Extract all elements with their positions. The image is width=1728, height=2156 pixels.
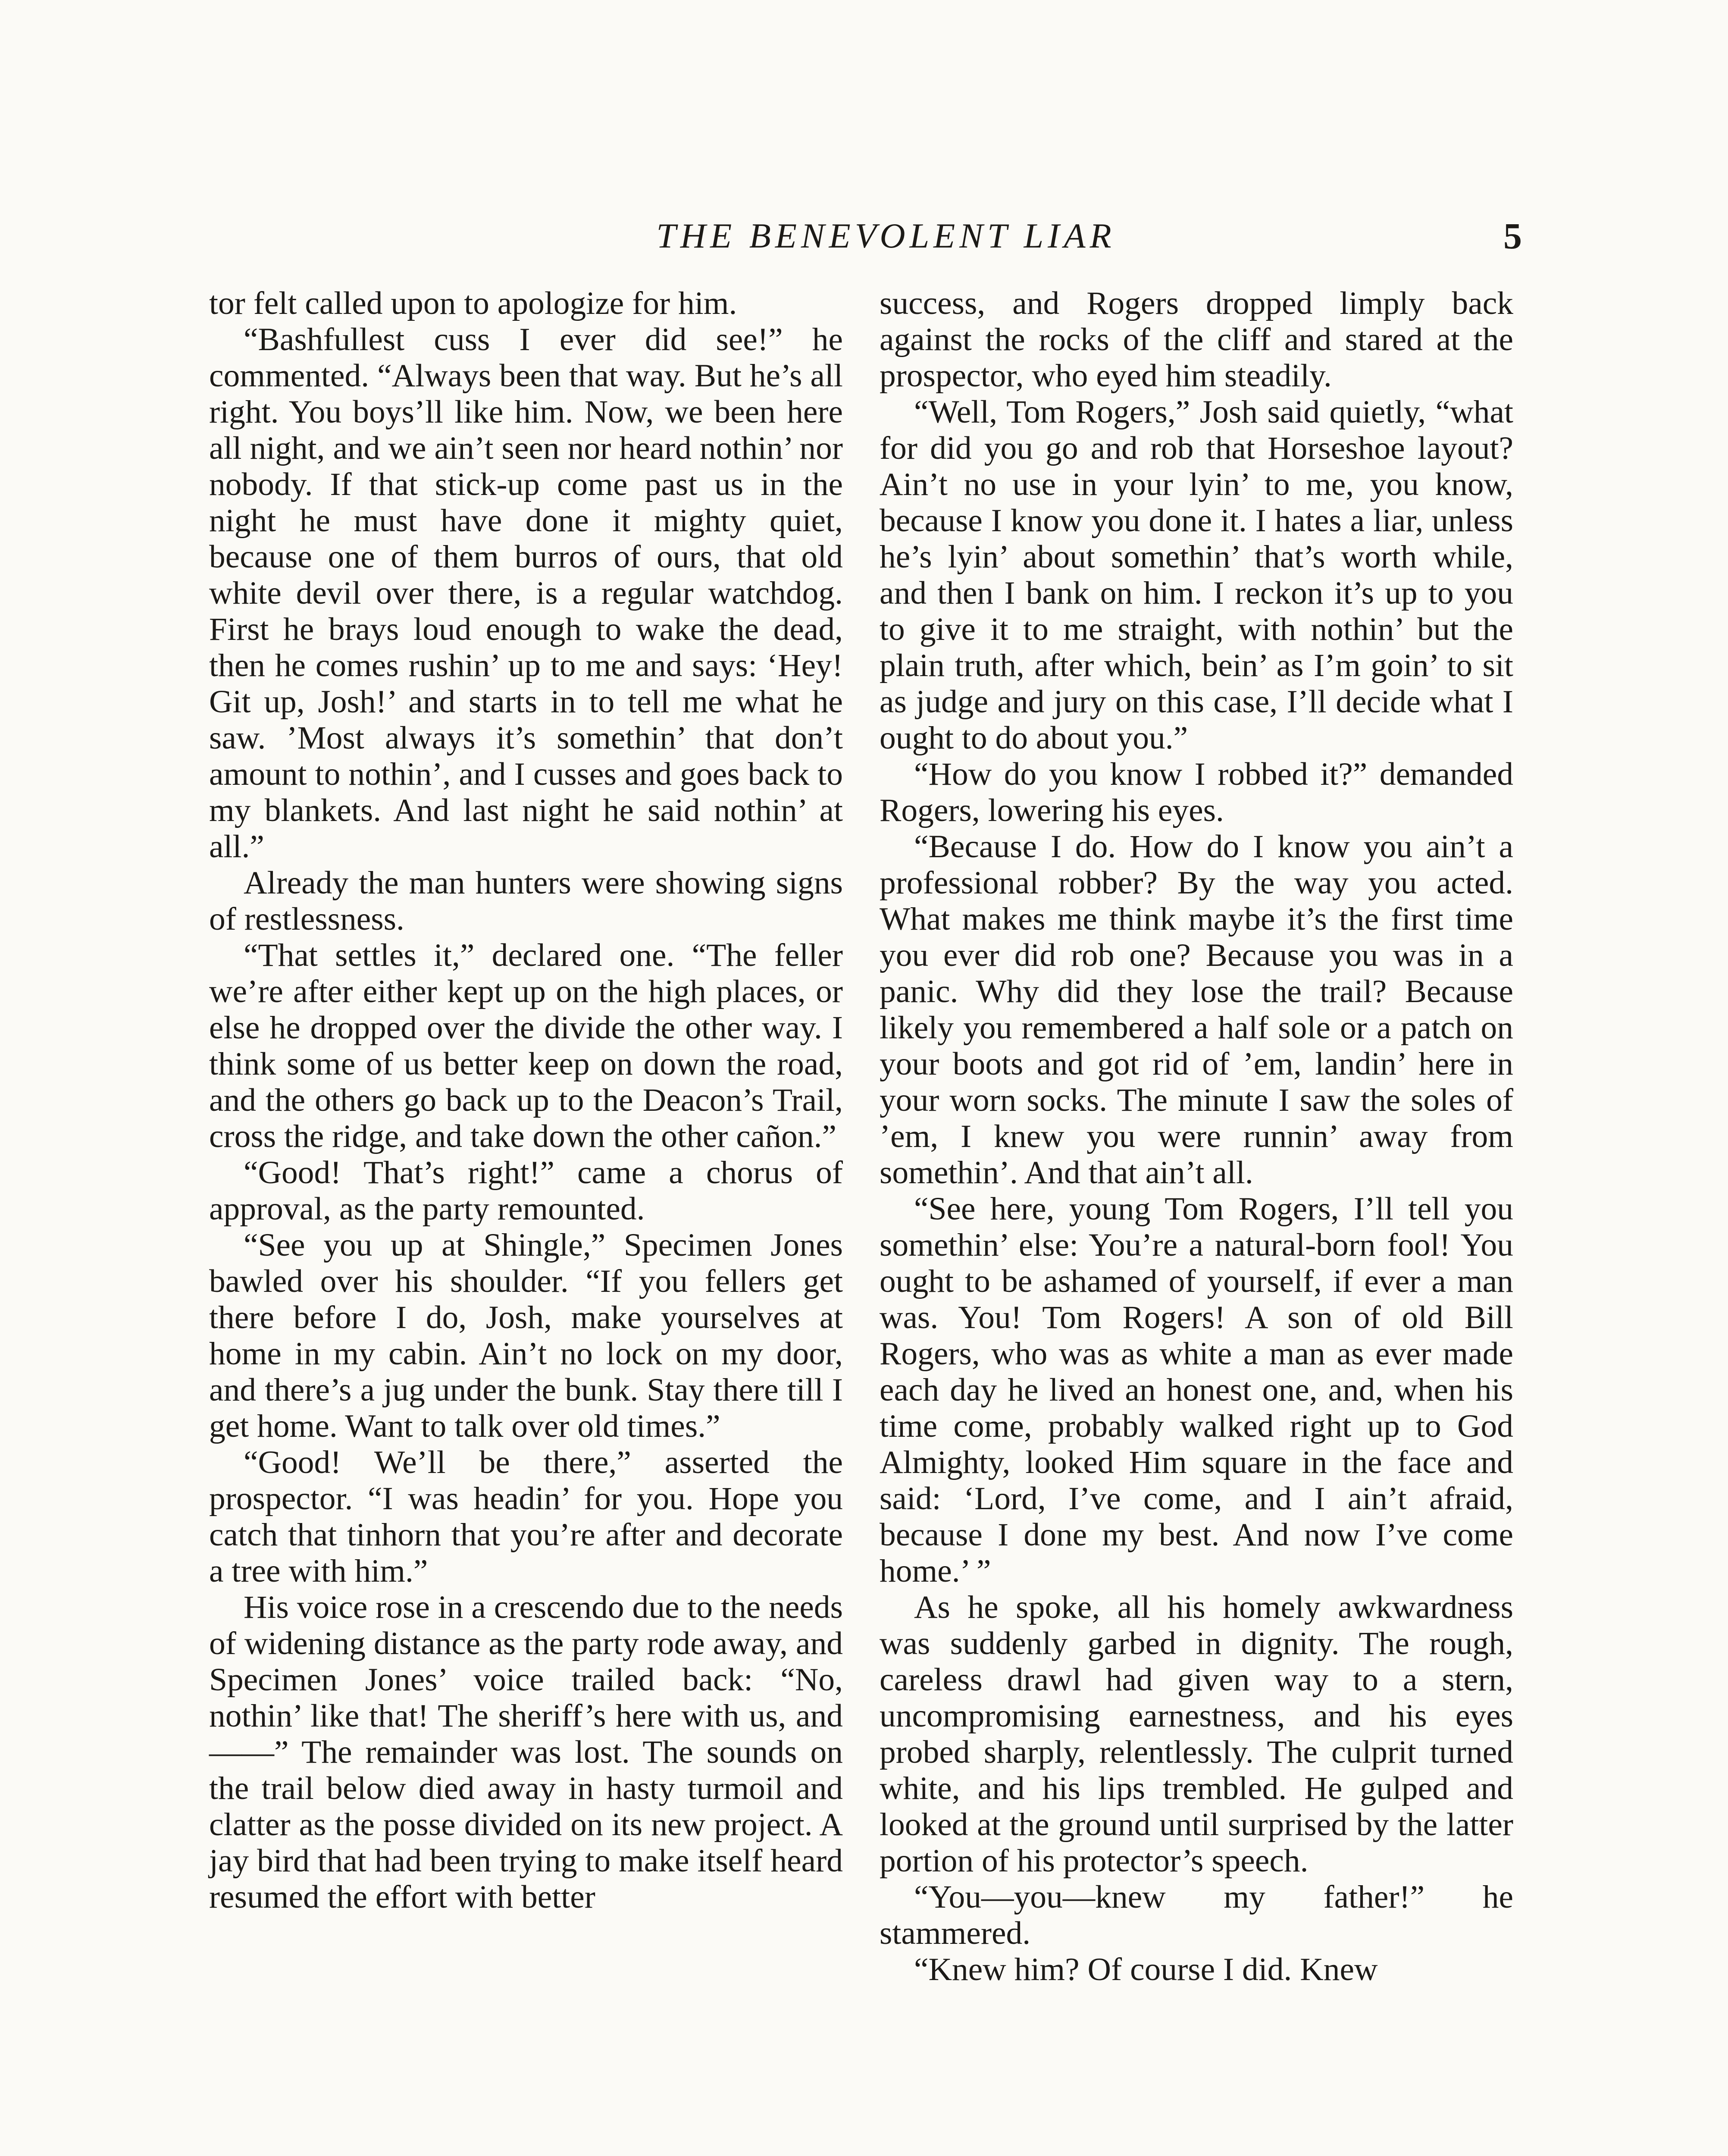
right-column	[880, 285, 1513, 1988]
paragraph: “Bashfullest cuss I ever did see!” he commented. “Always been that way. But he’s all right. You boys’ll like him. Now, we been here all night, and we ain’t seen nor heard nothin’ nor nobody. If that stick-up come past us in the night he must have done it mighty quiet, because one of them burros of ours, that old white devil over there, is a regular watchdog. First he brays loud enough to wake the dead, then he comes rushin’ up to me and says: ‘Hey! Git up, Josh!’ and starts in to tell me what he saw. ’Most always it’s somethin’ that don’t amount to nothin’, and I cusses and goes back to my blankets. And last night he said nothin’ at all.”	[209, 322, 843, 865]
paragraph: Already the man hunters were showing signs of restlessness.	[209, 865, 843, 937]
page-header	[203, 212, 1522, 260]
paragraph: “Because I do. How do I know you ain’t a professional robber? By the way you acted. What makes me think maybe it’s the first time you ever did rob one? Because you was in a panic. Why did they lose the trail? Because likely you remembered a half sole or a patch on your boots and got rid of ’em, landin’ here in your worn socks. The minute I saw the soles of ’em, I knew you were runnin’ away from somethin’. And that ain’t all.	[880, 829, 1513, 1191]
paragraph: “That settles it,” declared one. “The feller we’re after either kept up on the high places, or else he dropped over the divide the other way. I think some of us better keep on down the road, and the others go back up to the Deacon’s Trail, cross the ridge, and take down the other cañon.”	[209, 937, 843, 1154]
paragraph: “Well, Tom Rogers,” Josh said quietly, “what for did you go and rob that Horseshoe layout? Ain’t no use in your lyin’ to me, you know, because I know you done it. I hates a liar, unless he’s lyin’ about somethin’ that’s worth while, and then I bank on him. I reckon it’s up to you to give it to me straight, with nothin’ but the plain truth, after which, bein’ as I’m goin’ to sit as judge and jury on this case, I’ll decide what I ought to do about you.”	[880, 394, 1513, 756]
paragraph: As he spoke, all his homely awkwardness was suddenly garbed in dignity. The rough, careless drawl had given way to a stern, uncompromising earnestness, and his eyes probed sharply, relentlessly. The culprit turned white, and his lips trembled. He gulped and looked at the ground until surprised by the latter portion of his protector’s speech.	[880, 1589, 1513, 1879]
paragraph: His voice rose in a crescendo due to the needs of widening distance as the party rode away, and Specimen Jones’ voice trailed back: “No, nothin’ like that! The sheriff’s here with us, and ——” The remainder was lost. The sounds on the trail below died away in hasty turmoil and clatter as the posse divided on its new project. A jay bird that had been trying to make itself heard resumed the effort with better	[209, 1589, 843, 1915]
paragraph: “Knew him? Of course I did. Knew	[914, 1952, 1378, 1987]
paragraph: “See here, young Tom Rogers, I’ll tell you somethin’ else: You’re a natural-born fool! You ought to be ashamed of yourself, if ever a man was. You! Tom Rogers! A son of old Bill Rogers, who was as white a man as ever made each day he lived an honest one, and, when his time come, probably walked right up to God Almighty, looked Him square in the face and said: ‘Lord, I’ve come, and I ain’t afraid, because I done my best. And now I’ve come home.’ ”	[880, 1191, 1513, 1589]
paragraph: “How do you know I robbed it?” demanded Rogers, lowering his eyes.	[880, 756, 1513, 828]
paragraph: “Good! We’ll be there,” asserted the prospector. “I was headin’ for you. Hope you catch that tinhorn that you’re after and decorate a tree with him.”	[209, 1445, 843, 1589]
page-number: 5	[1503, 215, 1522, 257]
running-title: THE BENEVOLENT LIAR	[656, 216, 1116, 255]
paragraph: “You—you—knew my father!” he stammered.	[880, 1879, 1513, 1951]
paragraph: “Good! That’s right!” came a chorus of approval, as the party remounted.	[209, 1155, 843, 1227]
left-column	[209, 285, 843, 1915]
paragraph: success, and Rogers dropped limply back against the rocks of the cliff and stared at the prospector, who eyed him steadily.	[880, 285, 1513, 394]
paragraph: tor felt called upon to apologize for him.	[209, 285, 737, 321]
paragraph: “See you up at Shingle,” Specimen Jones bawled over his shoulder. “If you fellers get there before I do, Josh, make yourselves at home in my cabin. Ain’t no lock on my door, and there’s a jug under the bunk. Stay there till I get home. Want to talk over old times.”	[209, 1227, 843, 1444]
